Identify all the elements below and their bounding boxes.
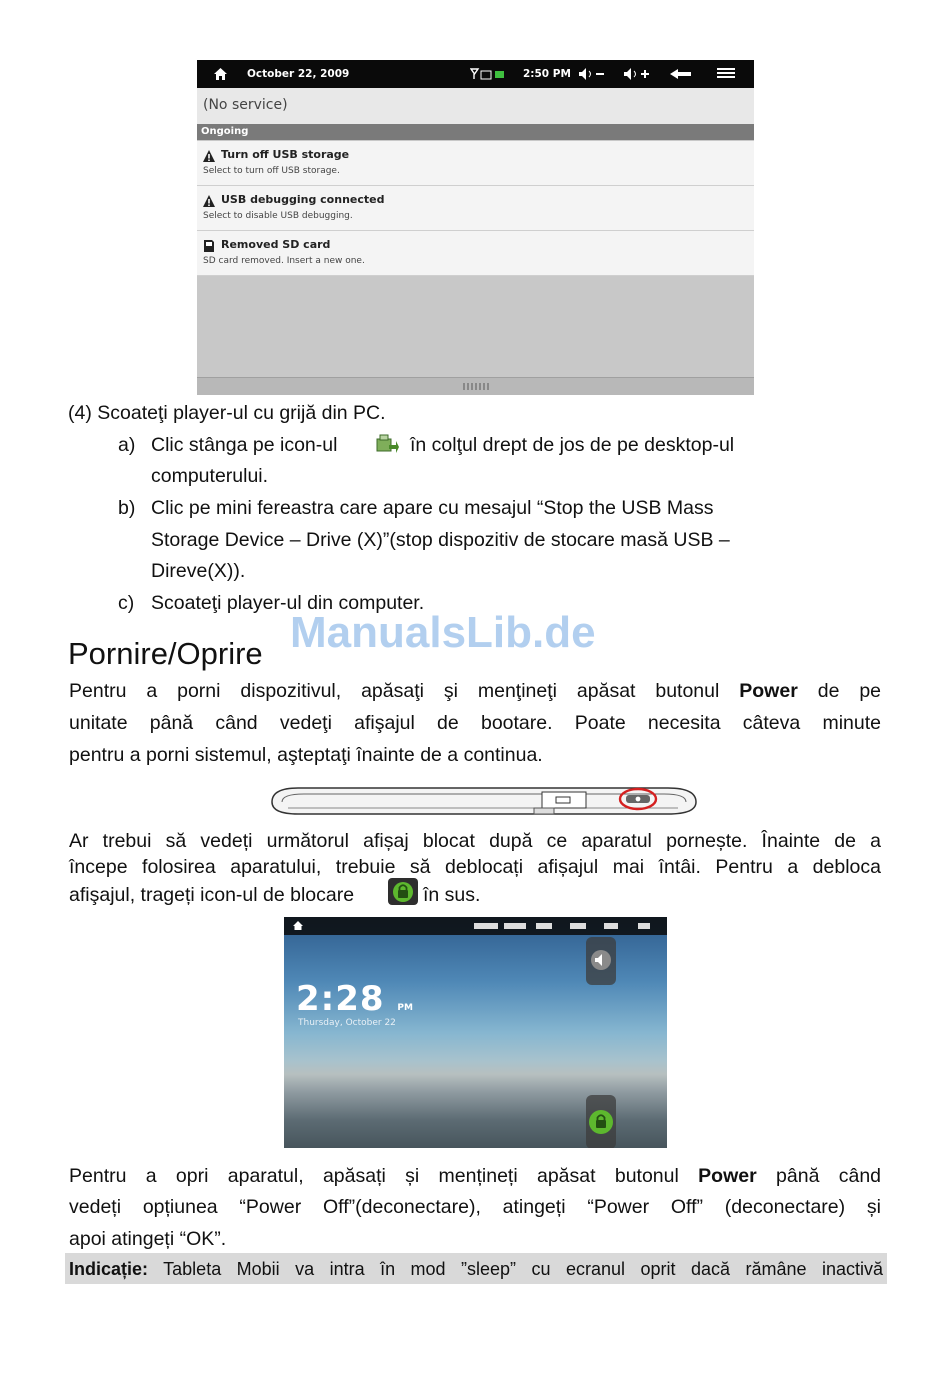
warning-icon — [202, 149, 216, 163]
notification-panel-screenshot — [197, 60, 754, 395]
unlock-lock-icon[interactable] — [588, 1109, 614, 1135]
lockscreen-date: Thursday, October 22 — [298, 1018, 396, 1028]
step-intro: (4) Scoateţi player-ul cu grijă din PC. — [68, 402, 386, 424]
clock-ampm: PM — [397, 1003, 413, 1013]
lockscreen-clock — [296, 979, 413, 1019]
step-c-marker: c) — [118, 592, 135, 614]
para1-line2: unitate până când vedeţi afişajul de bootare. Poate necesita câteva minute — [69, 712, 881, 734]
step-a-text-1: Clic stânga pe icon-ul — [151, 434, 338, 456]
notification-item[interactable] — [197, 231, 754, 276]
power-keyword: Power — [698, 1165, 757, 1187]
home-icon — [292, 920, 304, 931]
signal-battery-icons — [470, 68, 506, 80]
clock-time: 2:28 — [296, 979, 385, 1019]
tip-line — [69, 1257, 883, 1281]
lockscreen-status-bar — [284, 917, 667, 935]
notification-title: Removed SD card — [221, 238, 331, 251]
para3-line2: vedeți opțiunea “Power Off”(deconectare), atingeți “Power Off” (deconectare) și — [69, 1196, 881, 1218]
notification-item[interactable] — [197, 141, 754, 186]
para1-text-end: de pe — [817, 680, 882, 702]
carrier-status — [197, 88, 754, 124]
notification-title: Turn off USB storage — [221, 148, 350, 161]
ongoing-header — [197, 124, 754, 140]
menu-icon[interactable] — [717, 68, 735, 80]
notification-subtitle: Select to disable USB debugging. — [203, 211, 353, 221]
para3-line3: apoi atingeți “OK”. — [69, 1228, 227, 1250]
para1-line3: pentru a porni sistemul, aşteptaţi înainte de a continua. — [69, 744, 543, 766]
unlock-tab[interactable] — [586, 1095, 616, 1148]
para2-line3-post: în sus. — [423, 884, 481, 906]
section-title: Pornire/Oprire — [68, 636, 263, 671]
home-icon — [213, 67, 228, 81]
volume-up-icon[interactable] — [622, 67, 652, 81]
status-icons — [474, 922, 660, 930]
para2-line2: începe folosirea aparatului, trebuie să deblocați afișajul mai întâi. Pentru a debloca — [69, 856, 881, 878]
no-service-label: (No service) — [203, 97, 288, 113]
tip-text: Tableta Mobii va intra în mod ”sleep” cu ecranul oprit dacă rămâne inactivă — [163, 1259, 883, 1279]
speaker-icon — [590, 949, 612, 971]
notification-title: USB debugging connected — [221, 193, 385, 206]
para3-text-end: până când — [776, 1165, 882, 1187]
step-a-text-3: computerului. — [151, 465, 269, 487]
para3-text: Pentru a opri aparatul, apăsați și mențineți apăsat butonul — [69, 1165, 679, 1187]
panel-drag-handle[interactable] — [197, 377, 754, 395]
para2-line1: Ar trebui să vedeți următorul afișaj blocat după ce aparatul pornește. Înainte de a — [69, 830, 881, 852]
status-bar — [197, 60, 754, 88]
watermark: ManualsLib.de — [290, 608, 596, 657]
para1-line1 — [69, 676, 881, 708]
notification-item[interactable] — [197, 186, 754, 231]
sd-card-icon — [202, 239, 216, 253]
tablet-top-edge-image — [268, 780, 700, 822]
step-a-marker: a) — [118, 434, 136, 456]
step-c-text: Scoateţi player-ul din computer. — [151, 592, 425, 614]
para2-line3-pre: afişajul, trageți icon-ul de blocare — [69, 884, 355, 906]
ongoing-label: Ongoing — [201, 126, 249, 137]
step-b-text-3: Direve(X)). — [151, 560, 246, 582]
status-date: October 22, 2009 — [247, 68, 350, 80]
para1-text: Pentru a porni dispozitivul, apăsaţi şi menţineţi apăsat butonul — [69, 680, 720, 702]
back-icon[interactable] — [669, 68, 693, 80]
lock-icon — [388, 878, 418, 905]
volume-down-icon[interactable] — [577, 67, 607, 81]
step-b-text-2: Storage Device – Drive (X)”(stop dispozitiv de stocare masă USB – — [151, 529, 730, 551]
step-b-text-1: Clic pe mini fereastra care apare cu mesajul “Stop the USB Mass — [151, 497, 714, 519]
safely-remove-hardware-icon — [374, 433, 400, 455]
step-b-marker: b) — [118, 497, 136, 519]
tip-label: Indicație: — [69, 1259, 149, 1279]
sound-toggle-tab[interactable] — [586, 937, 616, 985]
status-time: 2:50 PM — [523, 68, 571, 80]
para3-line1 — [69, 1161, 881, 1193]
warning-icon — [202, 194, 216, 208]
step-a-text-2: în colţul drept de jos de pe desktop-ul — [410, 434, 735, 456]
power-keyword: Power — [739, 680, 798, 702]
notification-subtitle: Select to turn off USB storage. — [203, 166, 340, 176]
lock-screen-screenshot — [284, 917, 667, 1148]
notification-subtitle: SD card removed. Insert a new one. — [203, 256, 365, 266]
